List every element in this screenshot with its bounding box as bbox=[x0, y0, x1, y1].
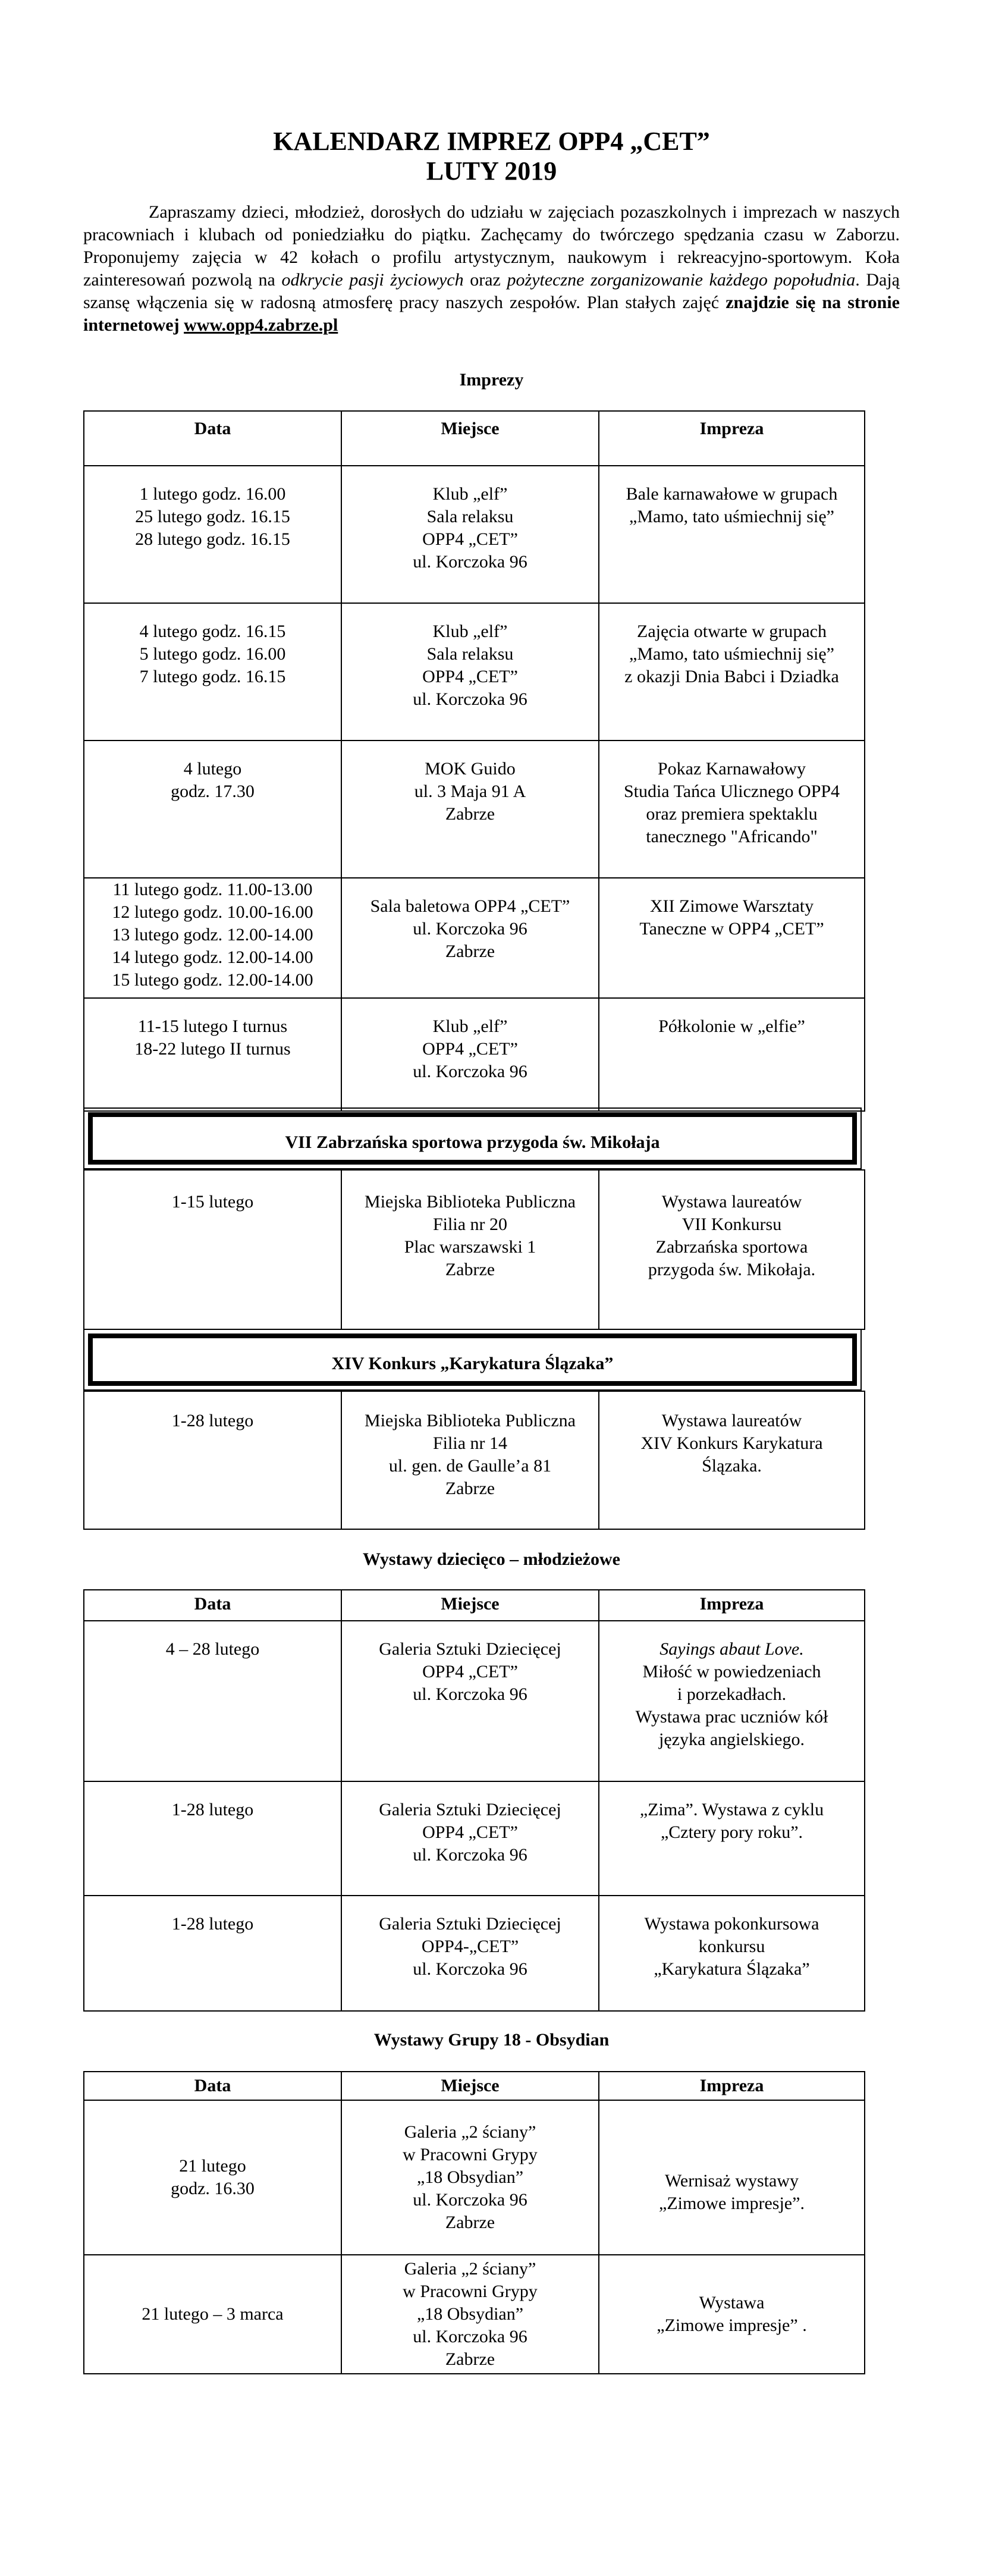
place-line: OPP4-„CET” bbox=[421, 1937, 519, 1956]
event-line: Półkolonie w „elfie” bbox=[658, 1016, 805, 1036]
date-line: 28 lutego godz. 16.15 bbox=[135, 529, 290, 549]
place-line: Galeria „2 ściany” bbox=[404, 2122, 536, 2142]
date-line: 15 lutego godz. 12.00-14.00 bbox=[112, 970, 313, 990]
place-line: „18 Obsydian” bbox=[416, 2167, 524, 2187]
place-line: Filia nr 14 bbox=[433, 1433, 507, 1453]
place-line: Zabrze bbox=[445, 942, 495, 961]
date-line: 1-28 lutego bbox=[171, 1914, 254, 1934]
date-line: 7 lutego godz. 16.15 bbox=[139, 667, 286, 686]
event-line: XIV Konkurs Karykatura bbox=[640, 1433, 823, 1453]
event-line: konkursu bbox=[698, 1937, 765, 1956]
date-cell bbox=[84, 2255, 341, 2374]
table-row bbox=[84, 1896, 865, 2011]
place-line: Sala baletowa OPP4 „CET” bbox=[370, 896, 570, 916]
place-cell bbox=[341, 1391, 599, 1529]
event-line: Wystawa laureatów bbox=[661, 1411, 802, 1430]
date-line: 21 lutego bbox=[179, 2156, 246, 2176]
place-line: Galeria Sztuki Dziecięcej bbox=[379, 1639, 561, 1659]
event-line: Wernisaż wystawy bbox=[664, 2171, 799, 2191]
place-line: ul. Korczoka 96 bbox=[413, 2190, 527, 2210]
place-line: ul. Korczoka 96 bbox=[413, 552, 527, 572]
date-line: 4 – 28 lutego bbox=[165, 1639, 260, 1659]
event-cell bbox=[599, 1391, 865, 1529]
table-header-row bbox=[84, 411, 865, 466]
event-line: „Karykatura Ślązaka” bbox=[654, 1959, 810, 1979]
intro-italic-1: odkrycie pasji życiowych bbox=[281, 270, 464, 290]
place-cell bbox=[341, 1621, 599, 1781]
date-line: 4 lutego bbox=[183, 759, 242, 779]
event-line: XII Zimowe Warsztaty bbox=[649, 896, 814, 916]
table-row bbox=[84, 878, 865, 998]
table-row bbox=[84, 998, 865, 1111]
event-line: z okazji Dnia Babci i Dziadka bbox=[624, 667, 839, 686]
table-row bbox=[84, 2255, 865, 2374]
place-cell bbox=[341, 741, 599, 878]
date-line: godz. 16.30 bbox=[171, 2179, 255, 2198]
place-line: Filia nr 20 bbox=[433, 1215, 507, 1234]
place-line: Plac warszawski 1 bbox=[404, 1237, 536, 1257]
place-line: OPP4 „CET” bbox=[422, 1662, 518, 1681]
event-line: Miłość w powiedzeniach bbox=[642, 1662, 821, 1681]
intro-text-2: oraz bbox=[463, 270, 507, 290]
place-line: ul. Korczoka 96 bbox=[413, 1684, 527, 1704]
event-cell bbox=[599, 466, 865, 603]
place-line: Klub „elf” bbox=[432, 484, 508, 504]
event-cell bbox=[599, 1896, 865, 2011]
column-header-data: Data bbox=[84, 1590, 341, 1621]
column-header-impreza: Impreza bbox=[599, 1590, 865, 1621]
date-cell bbox=[84, 1781, 341, 1896]
table-row bbox=[84, 1391, 865, 1529]
column-header-impreza: Impreza bbox=[599, 2072, 865, 2100]
intro-text: Zapraszamy dzieci, młodzież, dorosłych do udziału w zajęciach pozaszkolnych i imprezach w naszych pracowniach i klubach od poniedziałku do piątku. Zachęcamy do twórczego spędzania czasu w Zaborzu. Proponujemy zajęcia w 42 kołach o profilu artystycznym, naukowym i rekreacyjno-sportowym. Koła zainteresowań pozwolą na bbox=[83, 202, 900, 290]
place-line: Klub „elf” bbox=[432, 1016, 508, 1036]
place-line: „18 Obsydian” bbox=[416, 2304, 524, 2324]
event-cell bbox=[599, 998, 865, 1111]
table-row bbox=[84, 1621, 865, 1781]
place-line: ul. 3 Maja 91 A bbox=[414, 782, 526, 801]
date-line: godz. 17.30 bbox=[171, 782, 255, 801]
intro-text-3: . Dają szansę włączenia się w radosną atmosferę pracy naszych zespołów. Plan stałych zajęć bbox=[83, 270, 900, 312]
place-line: Miejska Biblioteka Publiczna bbox=[365, 1192, 576, 1212]
website-link[interactable]: www.opp4.zabrze.pl bbox=[184, 315, 338, 335]
place-line: ul. Korczoka 96 bbox=[413, 1845, 527, 1865]
place-line: Galeria Sztuki Dziecięcej bbox=[379, 1914, 561, 1934]
date-line: 25 lutego godz. 16.15 bbox=[135, 507, 290, 526]
event-line: Ślązaka. bbox=[702, 1456, 762, 1476]
column-header-miejsce: Miejsce bbox=[341, 1590, 599, 1621]
date-cell bbox=[84, 466, 341, 603]
place-line: OPP4 „CET” bbox=[422, 1822, 518, 1842]
place-cell bbox=[341, 603, 599, 741]
event-line: oraz premiera spektaklu bbox=[646, 804, 818, 824]
date-cell bbox=[84, 741, 341, 878]
place-line: Sala relaksu bbox=[426, 644, 514, 664]
place-line: MOK Guido bbox=[425, 759, 516, 779]
place-line: Galeria Sztuki Dziecięcej bbox=[379, 1800, 561, 1819]
table-row bbox=[84, 2100, 865, 2255]
table-row bbox=[84, 1781, 865, 1896]
date-cell bbox=[84, 1896, 341, 2011]
event-line: tanecznego "Africando" bbox=[646, 827, 818, 846]
event-cell bbox=[599, 603, 865, 741]
banner-mikolaj bbox=[83, 1107, 862, 1169]
event-cell bbox=[599, 741, 865, 878]
intro-bold: znajdzie się na stronie internetowej bbox=[83, 293, 900, 335]
intro-italic-2: pożyteczne zorganizowanie każdego popołudnia bbox=[507, 270, 856, 290]
event-line: przygoda św. Mikołaja. bbox=[648, 1260, 816, 1279]
date-line: 1 lutego godz. 16.00 bbox=[139, 484, 286, 504]
place-line: OPP4 „CET” bbox=[422, 529, 518, 549]
place-cell bbox=[341, 1781, 599, 1896]
place-line: Klub „elf” bbox=[432, 622, 508, 641]
banner-title: VII Zabrzańska sportowa przygoda św. Mikołaja bbox=[88, 1112, 857, 1165]
place-line: Zabrze bbox=[445, 1260, 495, 1279]
date-cell bbox=[84, 998, 341, 1111]
place-cell bbox=[341, 1170, 599, 1329]
table-header-row bbox=[84, 2072, 865, 2100]
place-cell bbox=[341, 2100, 599, 2255]
event-line: Studia Tańca Ulicznego OPP4 bbox=[623, 782, 840, 801]
section-heading-wystawy: Wystawy dziecięco – młodzieżowe bbox=[363, 1549, 620, 1569]
place-line: Zabrze bbox=[445, 2213, 495, 2232]
place-line: ul. Korczoka 96 bbox=[413, 1959, 527, 1979]
intro-paragraph bbox=[83, 201, 900, 337]
obsydian-table bbox=[83, 2071, 865, 2374]
column-header-impreza: Impreza bbox=[599, 411, 865, 466]
event-line: Zajęcia otwarte w grupach bbox=[637, 622, 827, 641]
event-line: języka angielskiego. bbox=[659, 1730, 805, 1749]
date-line: 13 lutego godz. 12.00-14.00 bbox=[112, 925, 313, 945]
event-cell bbox=[599, 2255, 865, 2374]
column-header-miejsce: Miejsce bbox=[341, 411, 599, 466]
date-cell bbox=[84, 603, 341, 741]
event-line: „Zima”. Wystawa z cyklu bbox=[639, 1800, 824, 1819]
date-line: 18-22 lutego II turnus bbox=[134, 1039, 291, 1059]
event-line: Wystawa bbox=[699, 2293, 765, 2313]
place-line: OPP4 „CET” bbox=[422, 667, 518, 686]
date-cell bbox=[84, 878, 341, 998]
place-line: w Pracowni Grypy bbox=[403, 2145, 538, 2164]
place-line: Zabrze bbox=[445, 2349, 495, 2369]
table-row bbox=[84, 741, 865, 878]
event-line: „Zimowe impresje”. bbox=[659, 2194, 805, 2213]
event-cell bbox=[599, 1781, 865, 1896]
date-line: 1-28 lutego bbox=[171, 1411, 254, 1430]
date-line: 11-15 lutego I turnus bbox=[137, 1016, 288, 1036]
event-line: „Zimowe impresje” . bbox=[657, 2315, 807, 2335]
place-line: ul. gen. de Gaulle’a 81 bbox=[388, 1456, 552, 1476]
event-line: i porzekadłach. bbox=[677, 1684, 787, 1704]
table-row bbox=[84, 466, 865, 603]
place-line: Galeria „2 ściany” bbox=[404, 2259, 536, 2279]
place-line: Zabrze bbox=[445, 1479, 495, 1498]
date-cell bbox=[84, 1391, 341, 1529]
section-heading-imprezy: Imprezy bbox=[459, 370, 524, 390]
wystawy-table bbox=[83, 1589, 865, 2012]
imprezy-table bbox=[83, 410, 865, 1112]
column-header-data: Data bbox=[84, 411, 341, 466]
event-line: Pokaz Karnawałowy bbox=[657, 759, 806, 779]
place-cell bbox=[341, 2255, 599, 2374]
event-line: „Mamo, tato uśmiechnij się” bbox=[629, 644, 834, 664]
page-subtitle: LUTY 2019 bbox=[426, 156, 557, 186]
place-cell bbox=[341, 1896, 599, 2011]
date-line: 4 lutego godz. 16.15 bbox=[139, 622, 286, 641]
column-header-data: Data bbox=[84, 2072, 341, 2100]
section-heading-obsydian: Wystawy Grupy 18 - Obsydian bbox=[373, 2030, 610, 2050]
place-line: Zabrze bbox=[445, 804, 495, 824]
table-header-row bbox=[84, 1590, 865, 1621]
column-header-miejsce: Miejsce bbox=[341, 2072, 599, 2100]
date-line: 5 lutego godz. 16.00 bbox=[139, 644, 286, 664]
event-line: Wystawa pokonkursowa bbox=[644, 1914, 819, 1934]
table-row bbox=[84, 603, 865, 741]
date-line: 21 lutego – 3 marca bbox=[142, 2304, 284, 2324]
date-line: 1-15 lutego bbox=[171, 1192, 254, 1212]
event-line: Bale karnawałowe w grupach bbox=[626, 484, 838, 504]
date-cell bbox=[84, 1170, 341, 1329]
event-cell bbox=[599, 878, 865, 998]
table-row bbox=[84, 1170, 865, 1329]
place-line: ul. Korczoka 96 bbox=[413, 689, 527, 709]
mikolaj-table bbox=[83, 1169, 865, 1330]
event-line: Wystawa prac uczniów kół bbox=[635, 1707, 828, 1727]
place-cell bbox=[341, 998, 599, 1111]
date-line: 11 lutego godz. 11.00-13.00 bbox=[112, 880, 313, 899]
event-line: „Mamo, tato uśmiechnij się” bbox=[629, 507, 834, 526]
date-cell bbox=[84, 2100, 341, 2255]
event-line: „Cztery pory roku”. bbox=[660, 1822, 803, 1842]
place-line: ul. Korczoka 96 bbox=[413, 1062, 527, 1081]
place-line: OPP4 „CET” bbox=[422, 1039, 518, 1059]
event-line: Wystawa laureatów bbox=[661, 1192, 802, 1212]
place-line: ul. Korczoka 96 bbox=[413, 919, 527, 939]
place-cell bbox=[341, 878, 599, 998]
event-line: Taneczne w OPP4 „CET” bbox=[639, 919, 824, 939]
date-cell bbox=[84, 1621, 341, 1781]
place-line: Miejska Biblioteka Publiczna bbox=[365, 1411, 576, 1430]
event-cell bbox=[599, 1170, 865, 1329]
page-title: KALENDARZ IMPREZ OPP4 „CET” bbox=[273, 127, 710, 156]
date-line: 12 lutego godz. 10.00-16.00 bbox=[112, 902, 313, 922]
event-line-italic: Sayings abaut Love. bbox=[659, 1639, 804, 1659]
banner-karykatura bbox=[83, 1329, 862, 1391]
event-cell bbox=[599, 1621, 865, 1781]
event-line: Zabrzańska sportowa bbox=[655, 1237, 808, 1257]
place-line: ul. Korczoka 96 bbox=[413, 2327, 527, 2346]
date-line: 1-28 lutego bbox=[171, 1800, 254, 1819]
place-line: w Pracowni Grypy bbox=[403, 2282, 538, 2301]
karykatura-table bbox=[83, 1391, 865, 1530]
place-cell bbox=[341, 466, 599, 603]
place-line: Sala relaksu bbox=[426, 507, 514, 526]
banner-title: XIV Konkurs „Karykatura Ślązaka” bbox=[88, 1334, 857, 1386]
date-line: 14 lutego godz. 12.00-14.00 bbox=[112, 947, 313, 967]
event-cell bbox=[599, 2100, 865, 2255]
event-line: VII Konkursu bbox=[681, 1215, 782, 1234]
